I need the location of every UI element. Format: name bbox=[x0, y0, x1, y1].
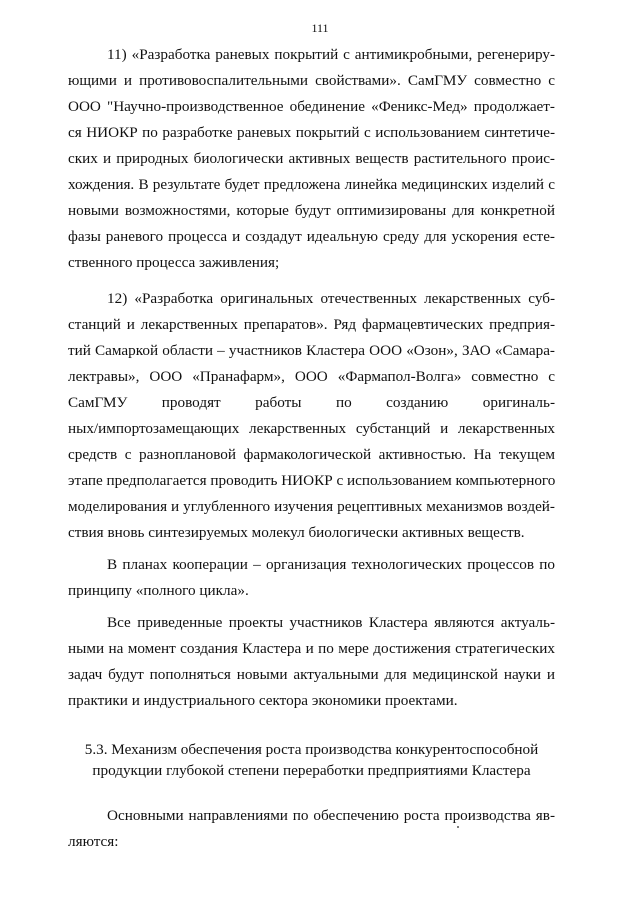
paragraph-line: хождения. В результате будет предложена линейка медицинских изделий с bbox=[68, 176, 555, 193]
paragraph-line: этапе предполагается проводить НИОКР с использованием компьютерного bbox=[68, 472, 556, 489]
paragraph-line: тий Самаркой области – участников Кластера ООО «Озон», ЗАО «Самара- bbox=[68, 342, 555, 359]
paragraph-line: ными на момент создания Кластера и по мере достижения стратегических bbox=[68, 640, 555, 657]
paragraph-line: ствия вновь синтезируемых молекул биологически активных веществ. bbox=[68, 524, 525, 541]
page-number: 111 bbox=[311, 21, 329, 35]
section-heading-line: 5.3. Механизм обеспечения роста производства конкурентоспособной bbox=[84, 741, 539, 758]
section-heading-line: продукции глубокой степени переработки предприятиями Кластера bbox=[92, 762, 531, 779]
paragraph-line: Основными направлениями по обеспечению роста производства яв- bbox=[107, 807, 555, 824]
paragraph-line: практики и индустриального сектора экономики проектами. bbox=[68, 692, 458, 709]
paragraph-line: ных/импортозамещающих лекарственных субстанций и лекарственных bbox=[68, 420, 555, 437]
paragraph-line: Все приведенные проекты участников Кластера являются актуаль- bbox=[107, 614, 555, 631]
paragraph-line: задач будут пополняться новыми актуальными для медицинской науки и bbox=[68, 666, 555, 683]
paragraph-line: моделирования и углубленного изучения рецептивных механизмов воздей- bbox=[68, 498, 555, 515]
paragraph-line: В планах кооперации – организация технологических процессов по bbox=[107, 556, 555, 573]
paragraph-line: новыми возможностями, которые будут оптимизированы для конкретной bbox=[68, 202, 555, 219]
paragraph-line: 11) «Разработка раневых покрытий с антимикробными, регенериру- bbox=[107, 46, 555, 63]
paragraph-line: средств с разноплановой фармакологической активностью. На текущем bbox=[68, 446, 555, 463]
paragraph-line: принципу «полного цикла». bbox=[68, 582, 249, 599]
paragraph-line: фазы раневого процесса и создадут идеальную среду для ускорения есте- bbox=[68, 228, 555, 245]
paragraph-line: станций и лекарственных препаратов». Ряд фармацевтических предприя- bbox=[68, 316, 555, 333]
paragraph-line: ляются: bbox=[68, 833, 119, 850]
paragraph-line: СамГМУ проводят работы по созданию оригиналь- bbox=[68, 394, 555, 411]
paragraph-line: лектравы», ООО «Пранафарм», ООО «Фармапол-Волга» совместно с bbox=[68, 368, 555, 385]
paragraph-line: 12) «Разработка оригинальных отечественных лекарственных суб- bbox=[107, 290, 555, 307]
paragraph-line: ющими и противовоспалительными свойствами». СамГМУ совместно с bbox=[68, 72, 555, 89]
scan-speck bbox=[457, 826, 459, 828]
paragraph-line: ских и природных биологически активных веществ растительного проис- bbox=[68, 150, 555, 167]
paragraph-line: ООО "Научно-производственное обединение «Феникс-Мед» продолжает- bbox=[68, 98, 555, 115]
paragraph-line: ственного процесса заживления; bbox=[68, 254, 280, 271]
paragraph-line: ся НИОКР по разработке раневых покрытий с использованием синтетиче- bbox=[68, 124, 555, 141]
